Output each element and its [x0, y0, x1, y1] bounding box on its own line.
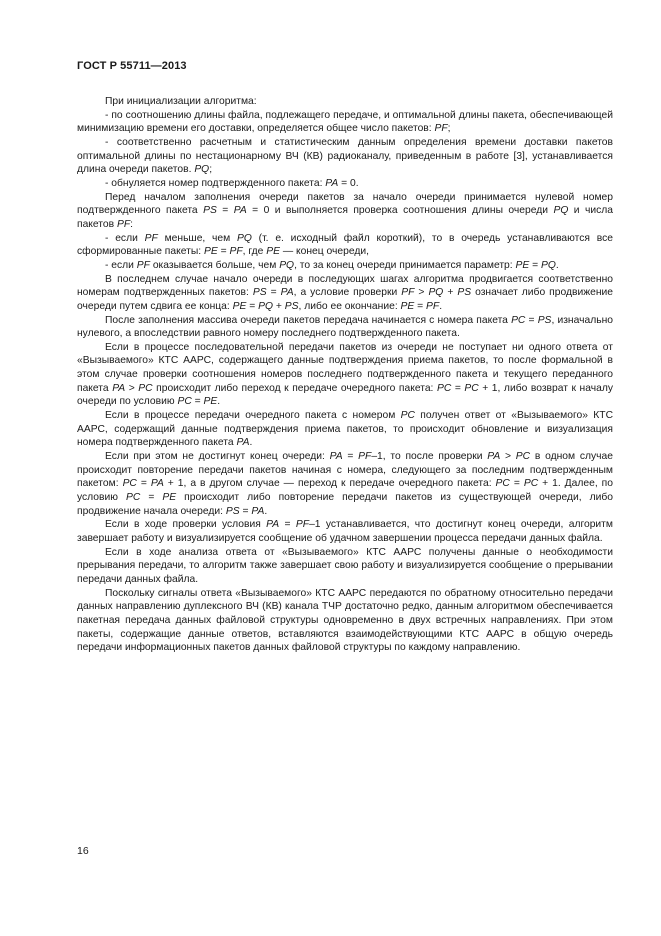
text-run: Если в процессе передачи очередного пакета с номером [105, 410, 401, 422]
text-run: в одном случае происходит повторение передачи пакетов начиная с номера, следующего за последним подтвержденным пакетом: [77, 451, 613, 490]
text-run: . [217, 396, 221, 408]
variable-name: PC [436, 382, 452, 394]
variable-name: PC [138, 382, 153, 394]
text-run: После заполнения массива очереди пакетов передача начинается с номера пакета [105, 314, 512, 326]
variable-name: PQ [428, 287, 444, 299]
variable-name: PC [495, 478, 510, 490]
text-run: и числа пакетов [77, 205, 613, 230]
variable-name: PC [126, 492, 141, 504]
standard-header: ГОСТ Р 55711—2013 [77, 60, 187, 72]
text-run: = [525, 314, 538, 326]
variable-name: PS [537, 314, 552, 326]
text-run: Если в ходе анализа ответа от «Вызываемого» КТС ААРС получены данные о необходимости прерывания передачи, то алгоритм также завершает свою работу и визуализируется сообщение о прерывании передачи данных файла. [77, 546, 613, 585]
variable-name: PF [295, 519, 310, 531]
text-run: + 1, а в другом случае — переход к передаче очередного пакета: [163, 478, 496, 490]
text-run: , где [242, 246, 267, 258]
variable-name: PA [236, 437, 250, 449]
text-run: , либо ее окончание: [298, 300, 401, 312]
variable-name: PF [136, 259, 150, 271]
text-run: > [500, 451, 516, 463]
variable-name: PQ [258, 300, 274, 312]
text-run: = [451, 382, 465, 394]
text-run: , изначально нулевого, а впоследствии равного номеру последнего подтвержденного пакета. [77, 314, 613, 340]
text-run: — конец очереди, [280, 246, 369, 258]
text-run: = [414, 300, 427, 312]
paragraph [77, 314, 613, 341]
variable-name: PQ [194, 164, 210, 176]
paragraph [77, 259, 613, 273]
paragraph [77, 136, 613, 177]
variable-name: PS [252, 287, 267, 299]
text-run: - по соотношению длины файла, подлежащего передаче, и оптимальной длины пакета, обеспечивающей минимизацию времени его доставки, определяется общее число пакетов: [77, 109, 613, 135]
variable-name: PC [511, 314, 526, 326]
variable-name: PS [284, 300, 299, 312]
variable-name: PF [144, 232, 158, 244]
text-run: Если в процессе последовательной передачи пакетов из очереди не поступает ни одного ответа от «Вызываемого» КТС ААРС, содержащего данные подтверждения приема пакетов, то после формальной в этом случае проверки соотношения номеров последнего подтвержденного пакета и текущего переданного пакета [77, 341, 613, 394]
variable-name: PQ [237, 232, 252, 244]
variable-name: PE [203, 246, 218, 258]
text-run: . [264, 505, 268, 517]
text-run: . [439, 300, 443, 312]
text-run: = [529, 259, 542, 271]
text-run: , а условие проверки [293, 287, 402, 299]
variable-name: PQ [541, 259, 556, 271]
paragraph [77, 409, 613, 450]
body-text [77, 95, 613, 655]
text-run: происходит либо повторение передачи пакетов из существующей очереди, либо продвижение начала очереди: [77, 492, 613, 517]
text-run: - соответственно расчетным и статистическим данным определения времени доставки пакетов оптимальной длины по нестационарному ВЧ (КВ) радиоканалу, приведенным в работе [3], устанавливается длина очереди пакетов. [77, 136, 613, 176]
text-run: оказывается больше, чем [149, 259, 280, 271]
variable-name: PC [400, 410, 415, 422]
paragraph [77, 341, 613, 409]
variable-name: PC [177, 396, 192, 408]
text-run: = [279, 519, 296, 531]
variable-name: PS [225, 505, 240, 517]
text-run: > [414, 287, 429, 299]
text-run: , то за конец очереди принимается параметр: [294, 259, 516, 271]
text-run: = [266, 287, 281, 299]
variable-name: PF [116, 218, 131, 230]
text-run: . [555, 259, 559, 271]
text-run: = [140, 492, 163, 504]
variable-name: PA [329, 451, 343, 463]
paragraph [77, 177, 613, 191]
text-run: . [249, 437, 253, 449]
paragraph [77, 518, 613, 545]
text-run: = [342, 451, 359, 463]
variable-name: PF [426, 300, 440, 312]
text-run: + 1. Далее, по условию [77, 478, 613, 504]
page-number: 16 [77, 845, 89, 857]
text-run: - если [105, 232, 145, 244]
text-run: + [273, 300, 285, 312]
text-run: Поскольку сигналы ответа «Вызываемого» КТС ААРС передаются по обратному относительно передачи данных направлению дуплексного ВЧ (КВ) канала ТЧР достаточно редко, данным алгоритмом обеспечивается пакетная передача данных файловой структуры одновременно в двух встречных направлениях. При этом пакеты, содержащие данные ответов, вставляются взаимодействующими КТС ААРС в общую очередь передачи информационных пакетов данных файловой структуры по каждому направлению. [77, 587, 613, 654]
variable-name: PA [280, 287, 294, 299]
variable-name: PA [112, 382, 126, 394]
variable-name: PE [515, 259, 530, 271]
text-run: + [443, 287, 458, 299]
variable-name: PC [523, 478, 539, 490]
text-run: ; [209, 164, 213, 176]
text-run: - обнуляется номер подтвержденного пакета: [105, 177, 326, 189]
variable-name: PA [233, 205, 247, 217]
variable-name: PS [457, 287, 472, 299]
variable-name: PC [464, 382, 479, 394]
text-run: Если в ходе проверки условия [105, 519, 267, 531]
text-run: Перед началом заполнения очереди пакетов за начало очереди принимается нулевой номер подтвержденного пакета [77, 191, 613, 217]
variable-name: PA [487, 451, 501, 463]
variable-name: PF [229, 246, 243, 258]
text-run: = [136, 478, 151, 490]
variable-name: PF [401, 287, 415, 299]
variable-name: PC [515, 451, 531, 463]
text-run: В последнем случае начало очереди в последующих шагах алгоритма продвигается соответственно номерам подтвержденных пакетов: [77, 273, 613, 299]
text-run: (т. е. исходный файл короткий), то в очередь устанавливаются все сформированные пакеты: [77, 232, 613, 258]
paragraph [77, 587, 613, 655]
variable-name: PE [232, 300, 247, 312]
text-run: = 0. [338, 177, 359, 189]
variable-name: PC [122, 478, 137, 490]
text-run: = [191, 396, 204, 408]
text-run: происходит либо переход к передаче очередного пакета: [152, 382, 437, 394]
text-run: + 1, либо возврат к началу очереди по условию [77, 382, 613, 408]
paragraph [77, 450, 613, 518]
paragraph [77, 95, 613, 109]
text-run: = [217, 246, 230, 258]
text-run: получен ответ от «Вызываемого» КТС ААРС, содержащий данные подтверждения приема пакетов, то происходит обновление и визуализация номера подтвержденного пакета [77, 410, 614, 449]
variable-name: PE [400, 300, 415, 312]
text-run: меньше, чем [157, 232, 238, 244]
text-run: Если при этом не достигнут конец очереди: [105, 451, 330, 463]
variable-name: PS [203, 205, 217, 217]
text-run: = [509, 478, 524, 490]
variable-name: PE [162, 492, 177, 504]
variable-name: PF [358, 451, 372, 463]
paragraph [77, 191, 613, 232]
text-run: –1 устанавливается, что достигнут конец очереди, алгоритм завершает работу и визуализируется сообщение об удачном завершении процесса передачи данных файла. [77, 519, 613, 544]
variable-name: PA [325, 177, 339, 189]
text-run: = 0 и выполняется проверка соотношения длины очереди [246, 205, 554, 217]
text-run: означает либо продвижение очереди путем сдвига ее конца: [77, 287, 613, 312]
text-run: = [239, 505, 252, 517]
variable-name: PE [203, 396, 218, 408]
variable-name: PQ [553, 205, 569, 217]
text-run: = [246, 300, 259, 312]
text-run: ; [447, 123, 451, 135]
variable-name: PF [434, 123, 448, 135]
text-run: –1, то после проверки [371, 451, 488, 463]
variable-name: PA [150, 478, 164, 490]
variable-name: PA [266, 519, 280, 531]
paragraph [77, 232, 613, 259]
paragraph [77, 546, 613, 587]
variable-name: PQ [279, 259, 295, 271]
paragraph [77, 109, 613, 136]
text-run: > [125, 382, 139, 394]
paragraph [77, 273, 613, 314]
text-run: При инициализации алгоритма: [105, 96, 257, 107]
text-run: : [130, 218, 134, 230]
text-run: - если [105, 259, 137, 271]
text-run: = [216, 205, 234, 217]
variable-name: PE [266, 246, 280, 258]
variable-name: PA [251, 505, 265, 517]
